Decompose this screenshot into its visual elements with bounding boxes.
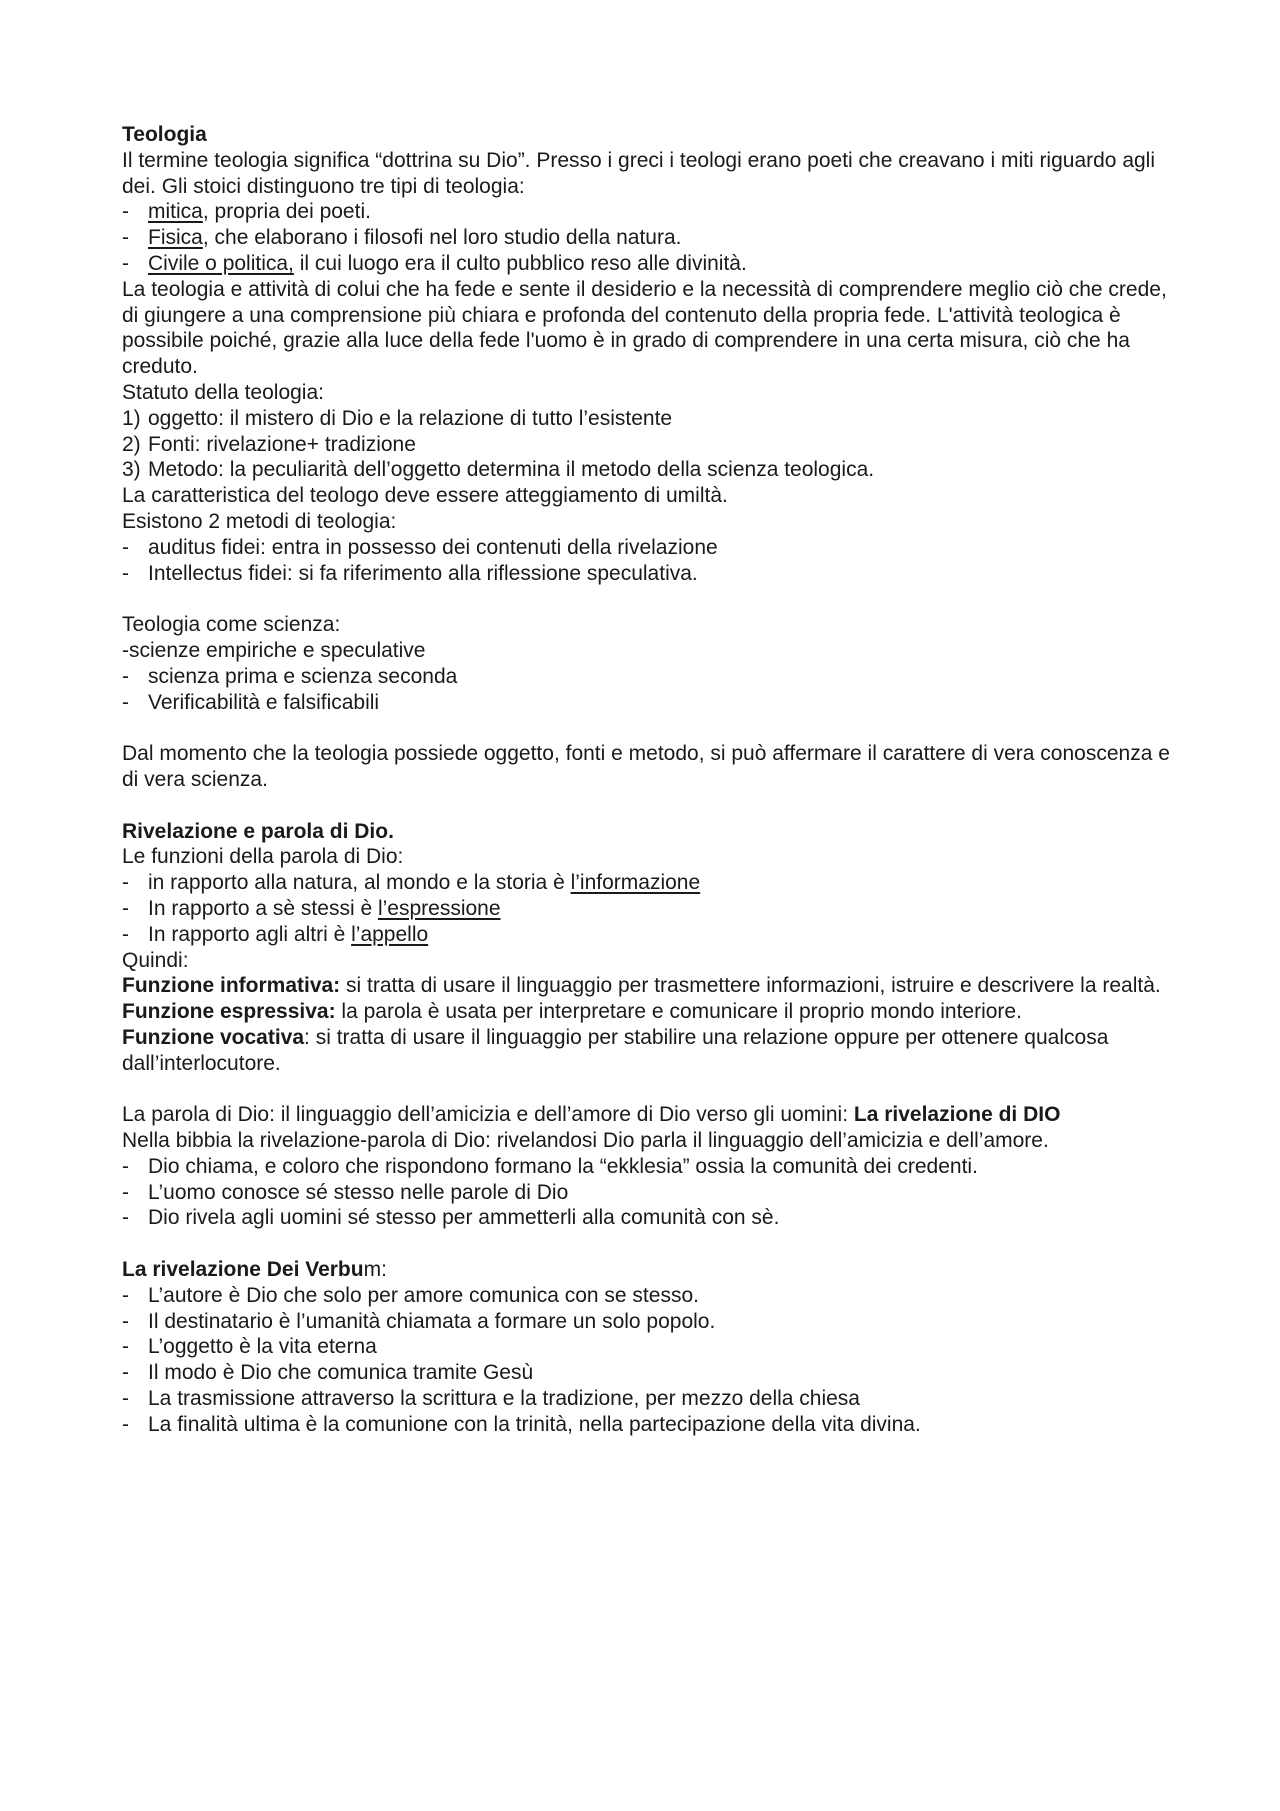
numbered-item: 1) oggetto: il mistero di Dio e la relazione di tutto l’esistente [122, 406, 673, 430]
paragraph: Statuto della teologia: [122, 380, 324, 404]
list-item: - Dio rivela agli uomini sé stesso per ammetterli alla comunità con sè. [122, 1205, 1172, 1231]
paragraph: Dal momento che la teologia possiede oggetto, fonti e metodo, si può affermare il carattere di vera conoscenza e di vera scienza. [122, 742, 1170, 791]
paragraph: La parola di Dio: il linguaggio dell’amicizia e dell’amore di Dio verso gli uomini: La rivelazione di DIO [122, 1103, 1061, 1127]
paragraph: Quindi: [122, 948, 189, 972]
list-item: - auditus fidei: entra in possesso dei contenuti della rivelazione [122, 535, 1172, 561]
spacer [122, 586, 1172, 612]
list-item: - L’oggetto è la vita eterna [122, 1334, 1172, 1360]
definition: Funzione vocativa: si tratta di usare il linguaggio per stabilire una relazione oppure per ottenere qualcosa dall’interlocutore. [122, 1025, 1109, 1075]
numbered-item: 3) Metodo: la peculiarità dell’oggetto determina il metodo della scienza teologica. [122, 458, 875, 482]
list-item: - Civile o politica, il cui luogo era il culto pubblico reso alle divinità. [122, 251, 1172, 277]
list-item: - Intellectus fidei: si fa riferimento alla riflessione speculativa. [122, 561, 1172, 587]
paragraph: La teologia e attività di colui che ha fede e sente il desiderio e la necessità di comprendere meglio ciò che crede, di giungere a una comprensione più chiara e profonda del contenuto della propria fede. L'attività teologica è possibile poiché, grazie alla luce della fede l'uomo è in grado di comprendere in una certa misura, ciò che ha creduto. [122, 277, 1167, 379]
spacer [122, 793, 1172, 819]
list-item: - La trasmissione attraverso la scrittura e la tradizione, per mezzo della chiesa [122, 1386, 1172, 1412]
list-item: - La finalità ultima è la comunione con la trinità, nella partecipazione della vita divina. [122, 1412, 1172, 1438]
paragraph: Esistono 2 metodi di teologia: [122, 509, 397, 533]
paragraph: Nella bibbia la rivelazione-parola di Dio: rivelandosi Dio parla il linguaggio dell’amicizia e dell’amore. [122, 1129, 1049, 1153]
list-item: - Dio chiama, e coloro che rispondono formano la “ekklesia” ossia la comunità dei credenti. [122, 1154, 1172, 1180]
paragraph: -scienze empiriche e speculative [122, 638, 426, 662]
definition: Funzione informativa: si tratta di usare il linguaggio per trasmettere informazioni, istruire e descrivere la realtà. [122, 974, 1161, 998]
list-item: - Il destinatario è l’umanità chiamata a formare un solo popolo. [122, 1309, 1172, 1335]
paragraph: La caratteristica del teologo deve essere atteggiamento di umiltà. [122, 484, 728, 508]
list-item: - mitica, propria dei poeti. [122, 199, 1172, 225]
list-item: - Verificabilità e falsificabili [122, 690, 1172, 716]
paragraph: Il termine teologia significa “dottrina su Dio”. Presso i greci i teologi erano poeti che creavano i miti riguardo agli dei. Gli stoici distinguono tre tipi di teologia: [122, 148, 1156, 198]
definition: Funzione espressiva: la parola è usata per interpretare e comunicare il proprio mondo interiore. [122, 1000, 1022, 1024]
spacer [122, 1231, 1172, 1257]
numbered-item: 2) Fonti: rivelazione+ tradizione [122, 432, 416, 456]
list-item: - In rapporto a sè stessi è l’espressione [122, 896, 1172, 922]
list-item: - Il modo è Dio che comunica tramite Gesù [122, 1360, 1172, 1386]
section-title-teologia: Teologia [122, 123, 207, 146]
list-item: - L’uomo conosce sé stesso nelle parole di Dio [122, 1180, 1172, 1206]
section-title-rivelazione: Rivelazione e parola di Dio. [122, 819, 394, 843]
document-page [122, 122, 1172, 1438]
list-item: - In rapporto agli altri è l’appello [122, 922, 1172, 948]
paragraph: Le funzioni della parola di Dio: [122, 845, 404, 869]
list-item: - in rapporto alla natura, al mondo e la storia è l’informazione [122, 870, 1172, 896]
spacer [122, 1076, 1172, 1102]
list-item: - scienza prima e scienza seconda [122, 664, 1172, 690]
paragraph: Teologia come scienza: [122, 613, 341, 637]
spacer [122, 715, 1172, 741]
section-title-dei-verbum: La rivelazione Dei Verbum: [122, 1258, 387, 1282]
list-item: - L’autore è Dio che solo per amore comunica con se stesso. [122, 1283, 1172, 1309]
list-item: - Fisica, che elaborano i filosofi nel loro studio della natura. [122, 225, 1172, 251]
